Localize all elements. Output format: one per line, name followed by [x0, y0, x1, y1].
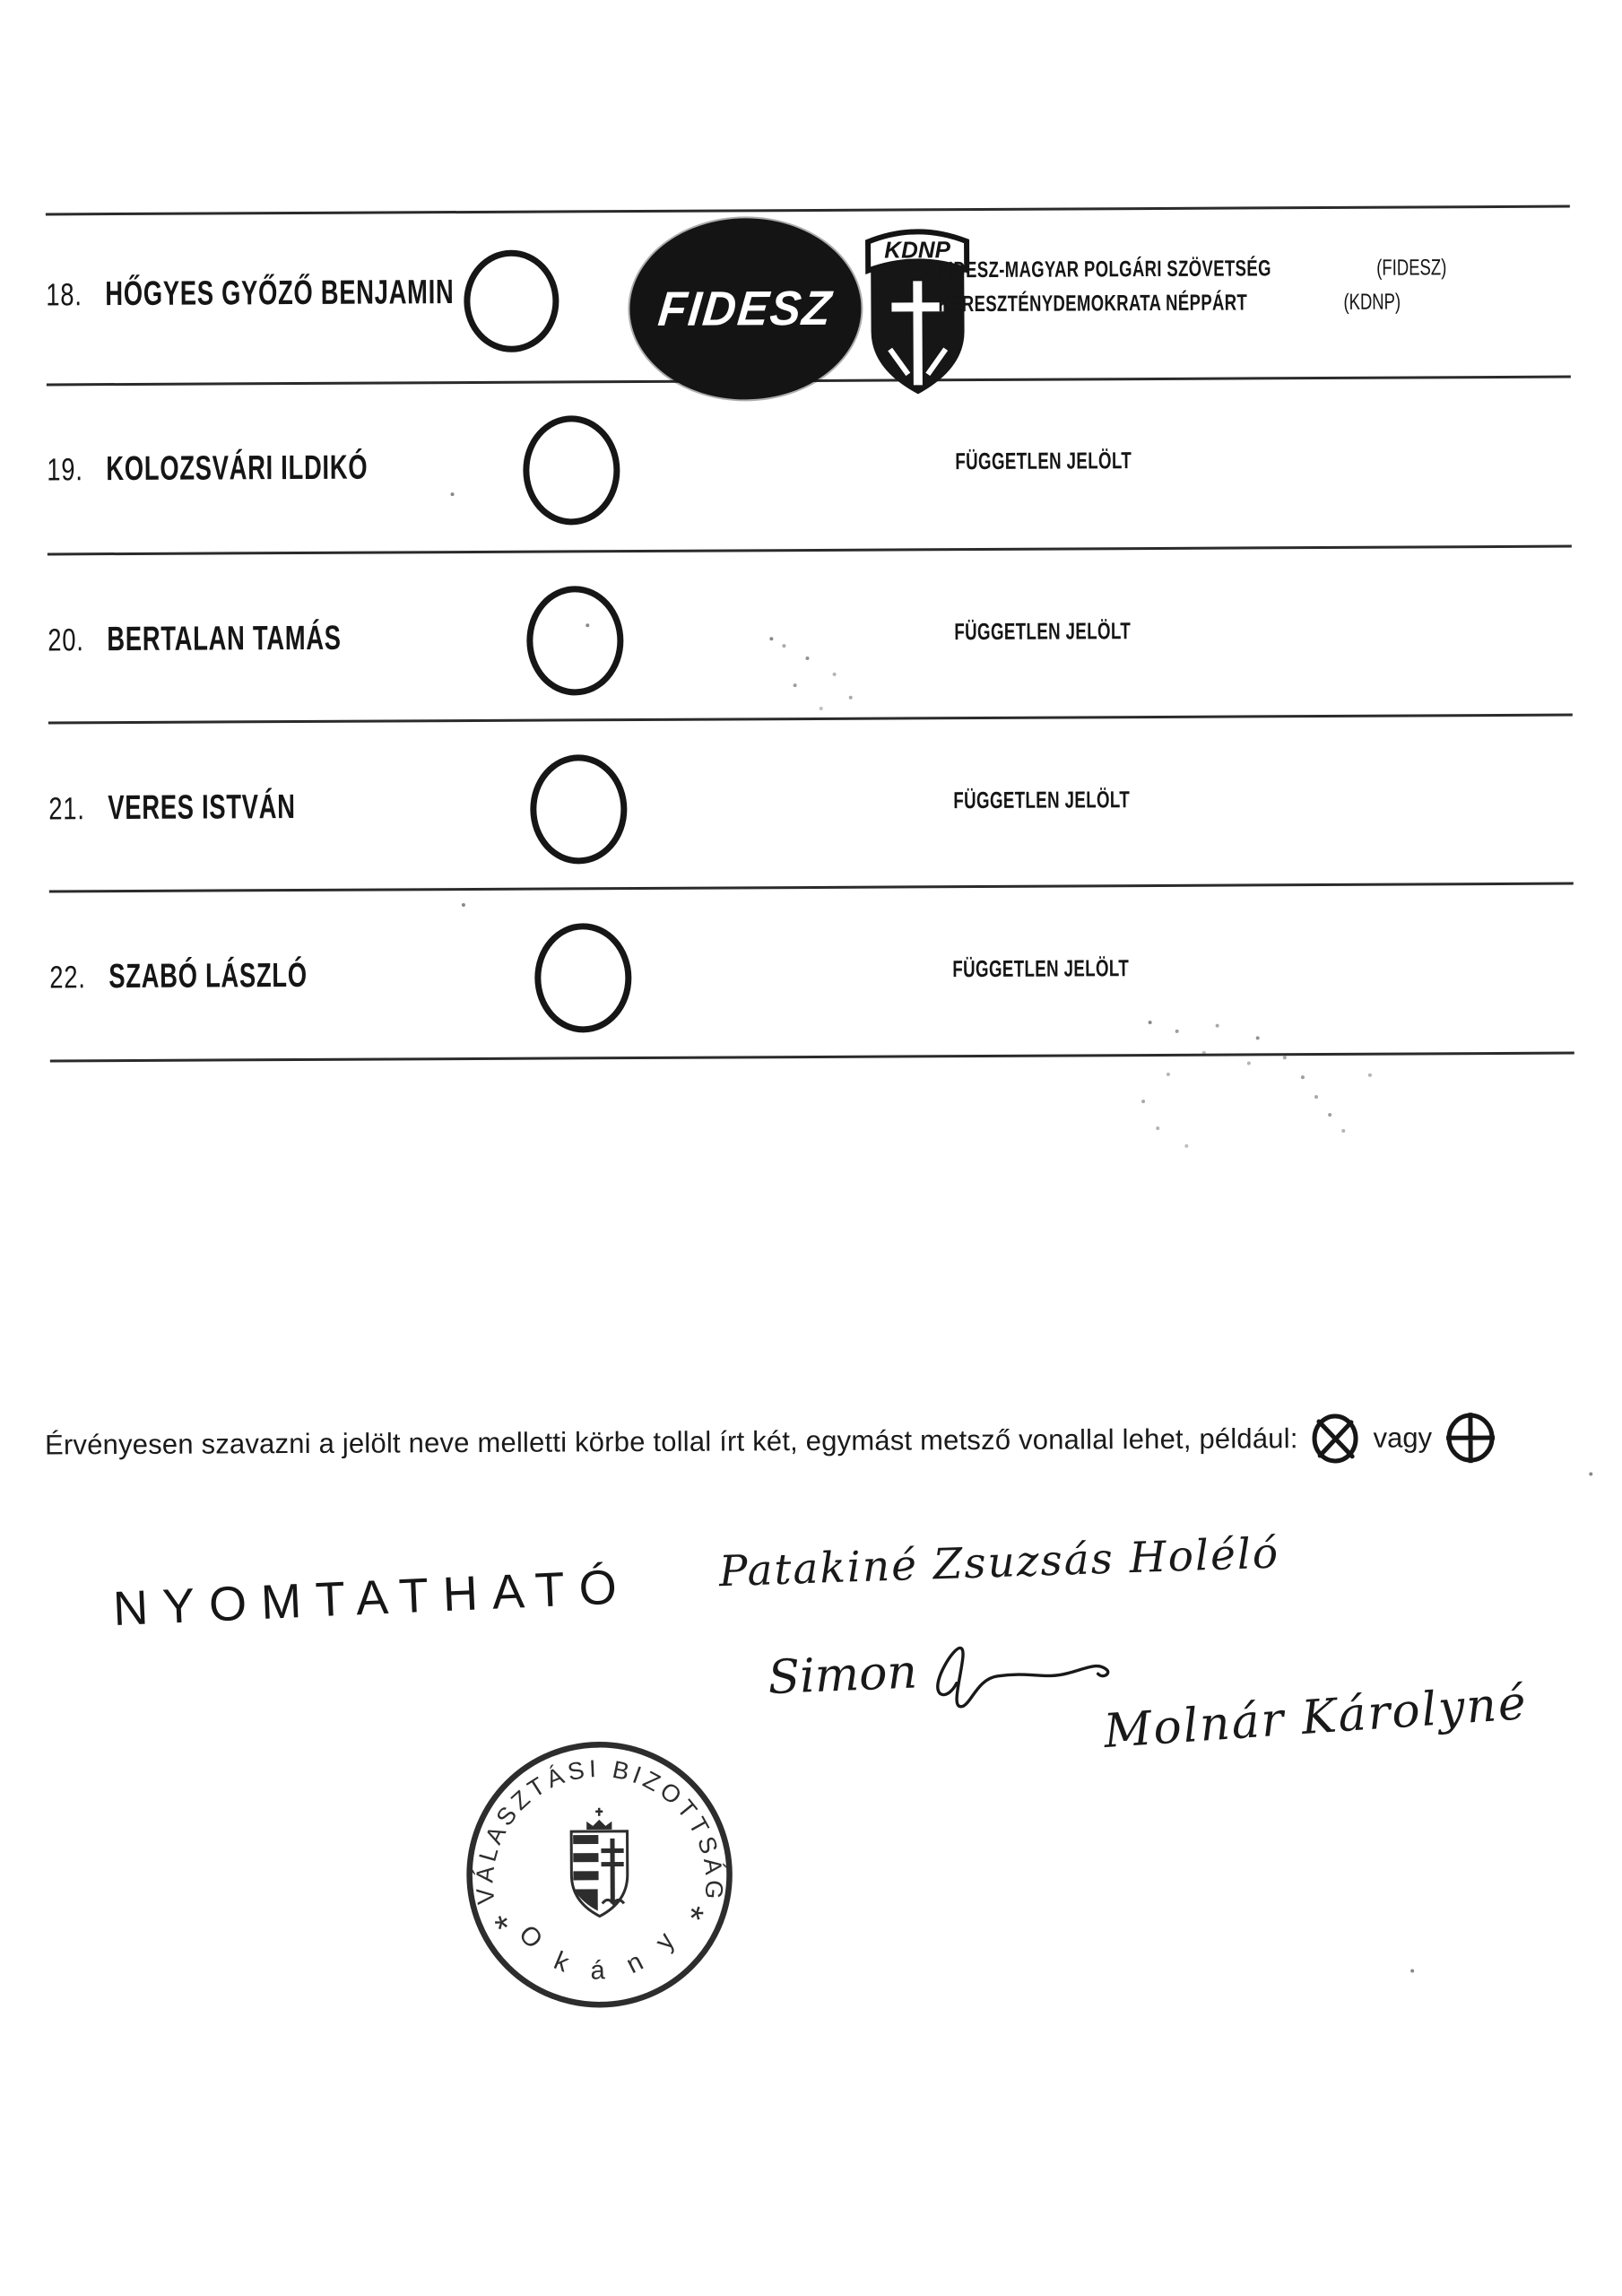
election-committee-stamp	[464, 1738, 736, 2011]
candidate-row	[0, 0, 1618, 336]
scan-speck	[1410, 1969, 1414, 1972]
row-divider	[49, 883, 1574, 892]
row-divider	[48, 545, 1572, 555]
fidesz-logo	[629, 218, 862, 400]
candidate-name: BERTALAN TAMÁS	[106, 619, 342, 659]
vote-circle[interactable]	[526, 586, 624, 696]
fidesz-logo-text: FIDESZ	[655, 281, 836, 336]
candidate-number: 19.	[47, 452, 83, 488]
party-name-line1: FIDESZ-MAGYAR POLGÁRI SZÖVETSÉG	[938, 256, 1271, 283]
instruction-text: Érvényesen szavazni a jelölt neve melletti körbe tollal írt két, egymást metsző vonallal lehet, például:	[44, 1422, 1298, 1461]
party-label: FÜGGETLEN JELÖLT	[953, 786, 1131, 814]
signature-2-text: Simon	[767, 1645, 918, 1706]
scan-speck	[462, 903, 465, 907]
svg-text:VÁLASZTÁSI BIZOTTSÁG	[470, 1753, 729, 1906]
or-word: vagy	[1373, 1422, 1433, 1454]
candidate-name: VERES ISTVÁN	[107, 788, 296, 828]
circled-plus-icon	[1446, 1413, 1495, 1463]
vote-circle[interactable]	[534, 923, 632, 1033]
party-label: FÜGGETLEN JELÖLT	[954, 617, 1132, 646]
stamp-top-text: VÁLASZTÁSI BIZOTTSÁG	[470, 1753, 729, 1906]
stamp-left-star: *	[490, 1907, 516, 1950]
signature-2	[767, 1621, 1122, 1721]
row-divider	[46, 205, 1570, 215]
signature-3: Molnár Károlyné	[1102, 1676, 1530, 1760]
party-name-line2: KERESZTÉNYDEMOKRATA NÉPPÁRT	[938, 290, 1248, 317]
scan-speck-cluster	[769, 637, 773, 640]
party-label: FÜGGETLEN JELÖLT	[955, 447, 1132, 475]
row-divider	[50, 1052, 1574, 1062]
svg-text:O k á n y	[513, 1919, 687, 1986]
scan-speck	[1589, 1472, 1592, 1475]
party-label: FÜGGETLEN JELÖLT	[952, 954, 1130, 983]
stamp-right-star: *	[681, 1897, 708, 1941]
kdnp-logo-text: KDNP	[884, 236, 951, 264]
scan-speck	[585, 623, 589, 627]
candidate-name: HŐGYES GYŐZŐ BENJAMIN	[104, 274, 455, 314]
candidate-number: 18.	[46, 277, 82, 313]
scan-speck	[451, 492, 455, 496]
row-divider	[48, 714, 1573, 724]
candidate-name: KOLOZSVÁRI ILDIKÓ	[105, 448, 369, 489]
handwritten-note: NYOMTATHATÓ	[111, 1559, 632, 1637]
candidate-name: SZABÓ LÁSZLÓ	[108, 956, 308, 996]
vote-circle[interactable]	[530, 754, 628, 865]
hungarian-coat-of-arms-icon	[571, 1808, 628, 1917]
signature-flourish	[930, 1621, 1122, 1714]
vote-circle[interactable]	[523, 415, 620, 526]
circled-x-icon	[1310, 1413, 1358, 1465]
signature-1: Patakiné Zsuzsás Holéló	[718, 1528, 1280, 1597]
stamp-bottom-text: O k á n y	[512, 1919, 687, 1986]
scan-speck-cluster	[1149, 1021, 1152, 1024]
party-abbr-line1: (FIDESZ)	[1375, 255, 1446, 281]
candidate-number: 21.	[48, 791, 85, 827]
vote-circle[interactable]	[464, 249, 559, 352]
voting-instruction	[45, 1412, 1495, 1471]
candidate-number: 22.	[49, 960, 86, 996]
candidate-number: 20.	[48, 622, 84, 658]
party-abbr-line2: (KDNP)	[1343, 289, 1401, 315]
